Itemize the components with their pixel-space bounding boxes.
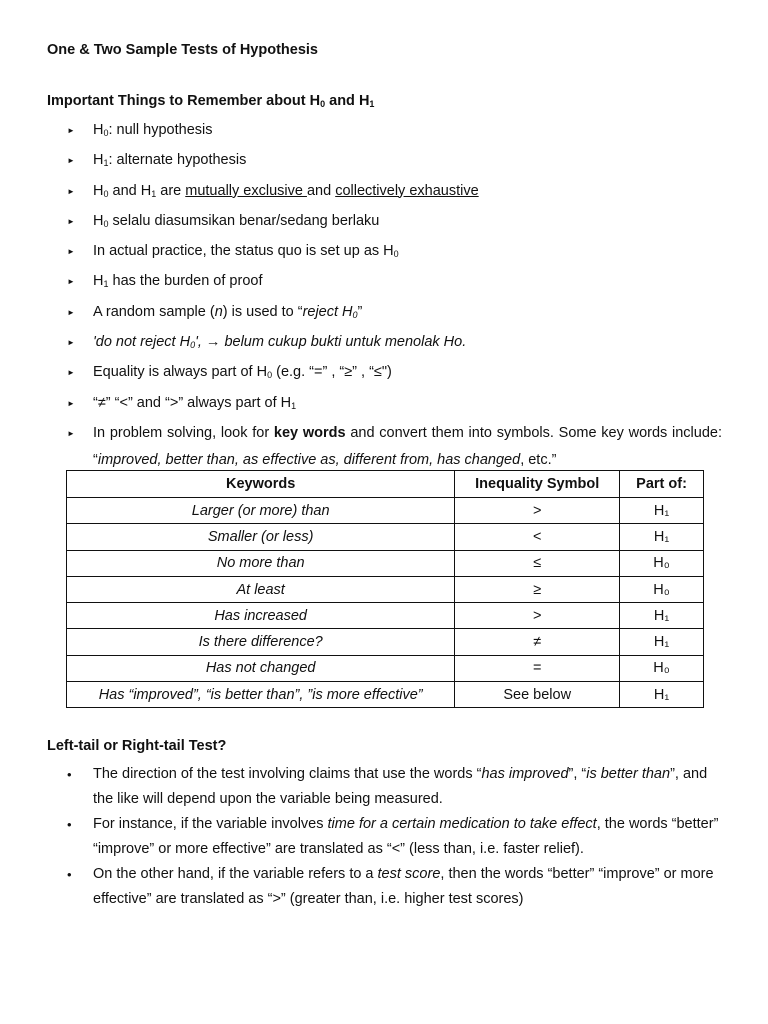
list-item: ► $H_0$ and $H_1$ are mutually exclusive and collectively exhaustive — [0, 178, 768, 208]
dot-bullet-icon: • — [67, 767, 72, 782]
table-row — [67, 524, 704, 550]
remember-list — [0, 117, 768, 475]
symbol-cell: > — [455, 603, 620, 629]
symbol-cell: = — [455, 655, 620, 681]
list-item: ► $H_1$: alternate hypothesis — [0, 147, 768, 177]
symbol-cell: ≤ — [455, 550, 620, 576]
part-cell: H₀ — [620, 655, 704, 681]
symbol-cell: ≠ — [455, 629, 620, 655]
table-row — [67, 629, 704, 655]
list-item: ► In problem solving, look for key words and convert them into symbols. Some key words include: “improved, better than, as effective as, different from, has changed, etc.” — [0, 420, 768, 475]
arrow-bullet-icon: ► — [67, 216, 75, 226]
section-heading-tail-test: Left-tail or Right-tail Test? — [47, 738, 227, 754]
arrow-bullet-icon: ► — [67, 277, 75, 287]
list-item: ► Equality is always part of $H_0$ (e.g. “=” , “≥” , “≤") — [0, 359, 768, 389]
table-row — [67, 655, 704, 681]
arrow-bullet-icon: ► — [67, 368, 75, 378]
list-item: ► $H_0$: null hypothesis — [0, 117, 768, 147]
list-item: ► In actual practice, the status quo is set up as $H_0$ — [0, 238, 768, 268]
column-header-keywords: Keywords — [67, 471, 455, 498]
arrow-bullet-icon: ► — [67, 247, 75, 257]
symbol-cell: ≥ — [455, 576, 620, 602]
arrow-bullet-icon: ► — [67, 398, 75, 408]
column-header-part-of: Part of: — [620, 471, 704, 498]
part-cell: H₀ — [620, 576, 704, 602]
part-cell: H₀ — [620, 550, 704, 576]
list-item: ► “≠” “<” and “>” always part of $H_1$ — [0, 390, 768, 420]
keywords-table — [66, 470, 704, 708]
part-cell: H₁ — [620, 629, 704, 655]
symbol-cell: < — [455, 524, 620, 550]
part-cell: H₁ — [620, 524, 704, 550]
list-item: ► 'do not reject $H_0'$, → belum cukup bukti untuk menolak Ho. — [0, 329, 768, 359]
list-item: • The direction of the test involving claims that use the words “has improved”, “is better than”, and the like will depend upon the variable being measured. — [0, 762, 768, 812]
table-header-row — [67, 471, 704, 498]
page-title: One & Two Sample Tests of Hypothesis — [47, 42, 318, 58]
keyword-cell: Has “improved”, “is better than”, ”is more effective” — [67, 682, 455, 708]
part-cell: H₁ — [620, 603, 704, 629]
part-cell: H₁ — [620, 498, 704, 524]
section-heading-remember: Important Things to Remember about $H_0$ and $H_1$ — [47, 93, 375, 109]
keyword-cell: Has not changed — [67, 655, 455, 681]
keyword-cell: Is there difference? — [67, 629, 455, 655]
list-item: • On the other hand, if the variable refers to a test score, then the words “better” “improve” or more effective” are translated as “>” (greater than, i.e. higher test scores) — [0, 862, 768, 912]
column-header-inequality-symbol: Inequality Symbol — [455, 471, 620, 498]
arrow-bullet-icon: ► — [67, 428, 75, 438]
part-cell: H₁ — [620, 682, 704, 708]
dot-bullet-icon: • — [67, 817, 72, 832]
arrow-bullet-icon: ► — [67, 186, 75, 196]
table-row — [67, 682, 704, 708]
symbol-cell: See below — [455, 682, 620, 708]
table-row — [67, 550, 704, 576]
keyword-cell: No more than — [67, 550, 455, 576]
tail-test-list — [0, 762, 768, 912]
list-item: ► A random sample (n) is used to “reject $H_0$” — [0, 299, 768, 329]
table-row — [67, 498, 704, 524]
list-item: ► $H_0$ selalu diasumsikan benar/sedang berlaku — [0, 208, 768, 238]
list-item: ► $H_1$ has the burden of proof — [0, 268, 768, 298]
keyword-cell: At least — [67, 576, 455, 602]
keyword-cell: Has increased — [67, 603, 455, 629]
keyword-cell: Larger (or more) than — [67, 498, 455, 524]
table-row — [67, 603, 704, 629]
arrow-bullet-icon: ► — [67, 338, 75, 348]
symbol-cell: > — [455, 498, 620, 524]
dot-bullet-icon: • — [67, 867, 72, 882]
list-item: • For instance, if the variable involves time for a certain medication to take effect, the words “better” “improve” or more effective” are translated as “<” (less than, i.e. faster relief). — [0, 812, 768, 862]
arrow-bullet-icon: ► — [67, 126, 75, 135]
arrow-bullet-icon: ► — [67, 307, 75, 317]
arrow-bullet-icon: ► — [67, 156, 75, 166]
table-row — [67, 576, 704, 602]
keyword-cell: Smaller (or less) — [67, 524, 455, 550]
